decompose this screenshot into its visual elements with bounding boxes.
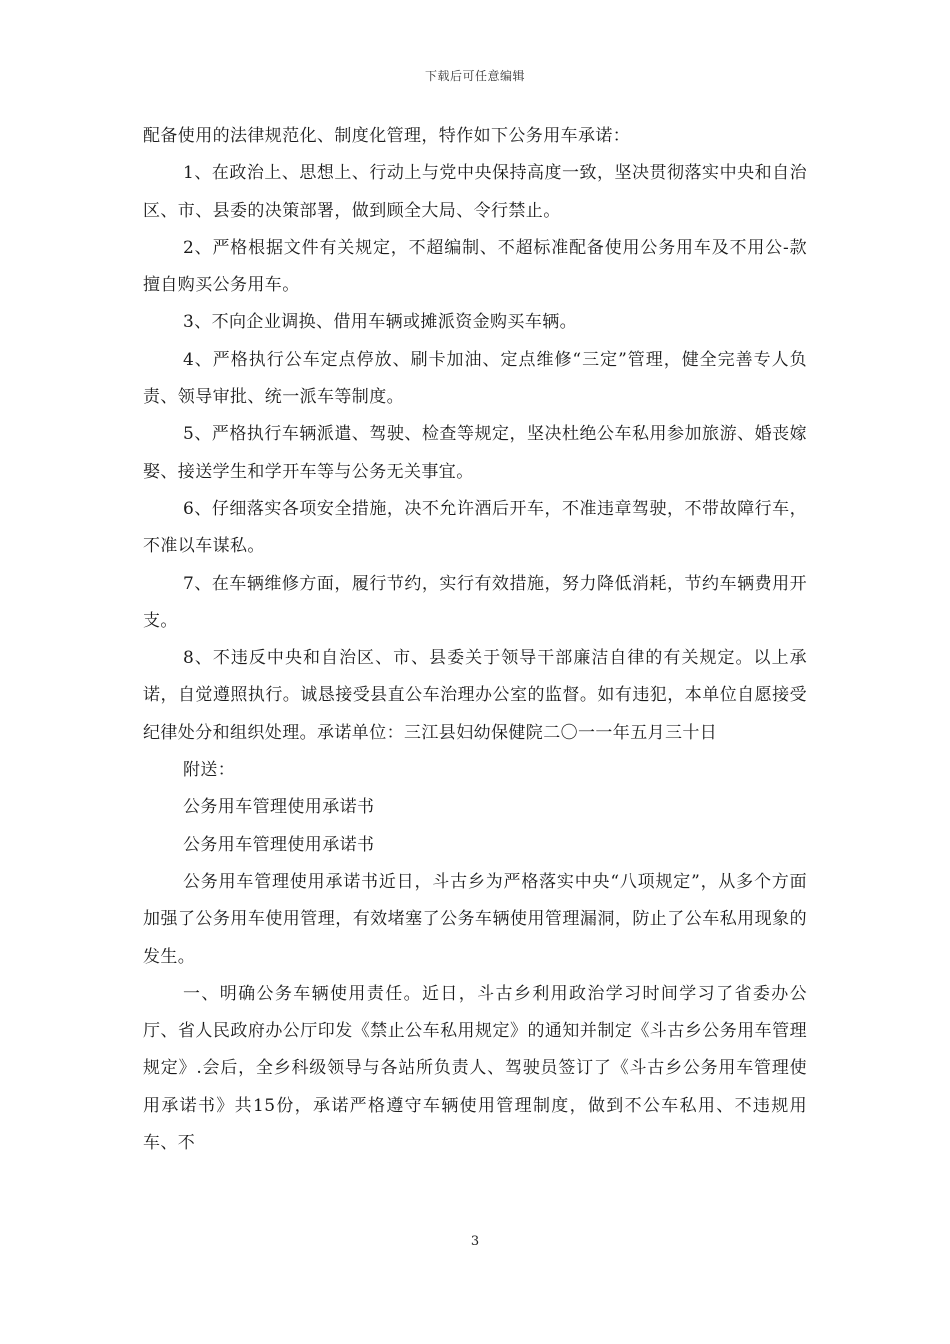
paragraph: 公务用车管理使用承诺书近日，斗古乡为严格落实中央“八项规定”，从多个方面加强了公务用车使用管理，有效堵塞了公务车辆使用管理漏洞，防止了公车私用现象的发生。 (143, 871, 807, 967)
paragraph: 配备使用的法律规范化、制度化管理，特作如下公务用车承诺： (143, 126, 631, 146)
paragraph: 6、仔细落实各项安全措施，决不允许酒后开车，不准违章驾驶，不带故障行车，不准以车谋私。 (143, 498, 807, 557)
attachment-label: 附送： (183, 760, 236, 781)
paragraph: 5、严格执行车辆派遣、驾驶、检查等规定，坚决杜绝公车私用参加旅游、婚丧嫁娶、接送学生和学开车等与公务无关事宜。 (143, 424, 807, 482)
paragraph: 2、严格根据文件有关规定，不超编制、不超标准配备使用公务用车及不用公-款擅自购买公务用车。 (143, 237, 807, 296)
paragraph: 4、严格执行公车定点停放、刷卡加油、定点维修“三定”管理，健全完善专人负责、领导审批、统一派车等制度。 (143, 349, 807, 408)
page-header: 下载后可任意编辑 (424, 69, 525, 83)
page-number: 3 (470, 1234, 480, 1249)
paragraph: 7、在车辆维修方面，履行节约，实行有效措施，努力降低消耗，节约车辆费用开支。 (143, 573, 807, 631)
attachment-title: 公务用车管理使用承诺书 (183, 797, 375, 818)
paragraph: 8、不违反中央和自治区、市、县委关于领导干部廉洁自律的有关规定。以上承诺，自觉遵照执行。诚恳接受县直公车治理办公室的监督。如有违犯，本单位自愿接受纪律处分和组织处理。承诺单位：三江县妇幼保健院二〇一一年五月三十日 (143, 648, 807, 743)
document-body (143, 118, 807, 1162)
paragraph: 1、在政治上、思想上、行动上与党中央保持高度一致，坚决贯彻落实中央和自治区、市、县委的决策部署，做到顾全大局、令行禁止。 (143, 163, 807, 221)
paragraph: 一、明确公务车辆使用责任。近日，斗古乡利用政治学习时间学习了省委办公厅、省人民政府办公厅印发《禁止公车私用规定》的通知并制定《斗古乡公务用车管理规定》.会后，全乡科级领导与各站所负责人、驾驶员签订了《斗古乡公务用车管理使用承诺书》共15份，承诺严格遵守车辆使用管理制度，做到不公车私用、不违规用车、不 (143, 983, 807, 1154)
section-title: 公务用车管理使用承诺书 (183, 834, 375, 855)
paragraph: 3、不向企业调换、借用车辆或摊派资金购买车辆。 (183, 312, 578, 333)
